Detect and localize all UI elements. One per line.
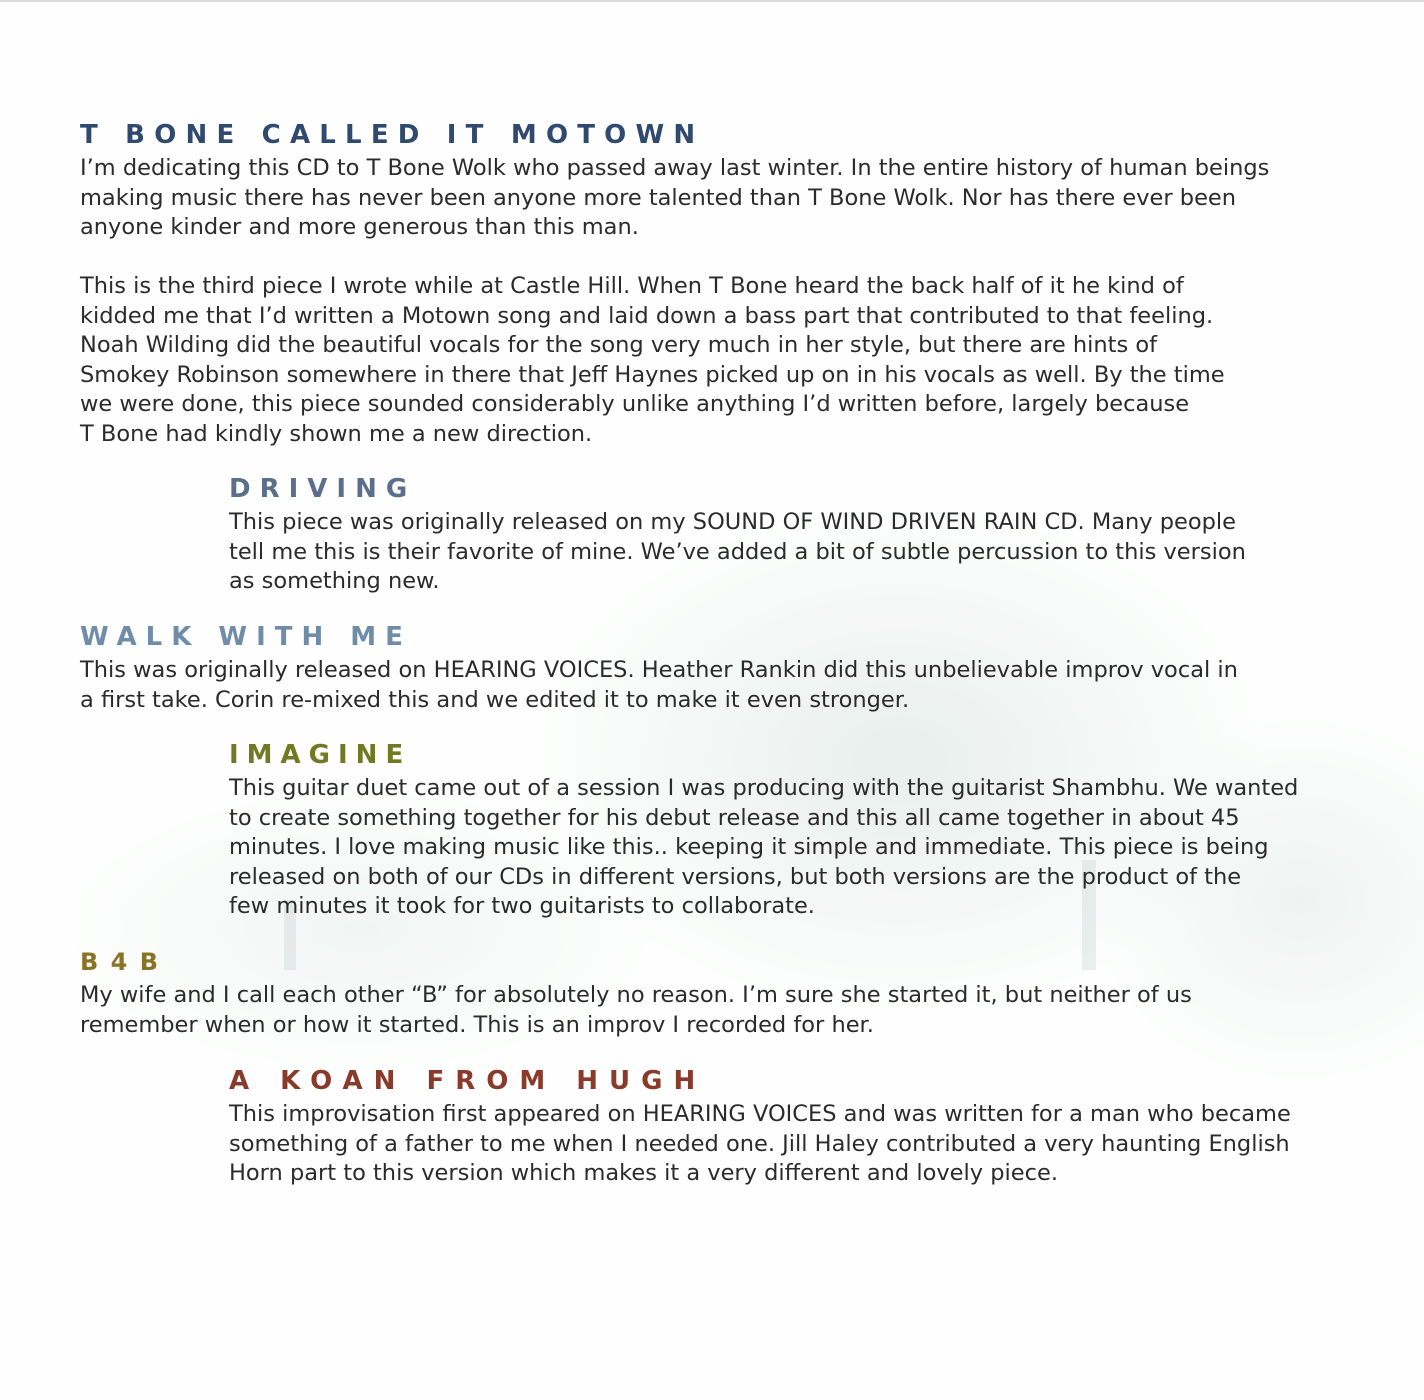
text-line: This is the third piece I wrote while at Castle Hill. When T Bone heard the back half of it he kind of [80,273,1184,299]
text-line: I’m dedicating this CD to T Bone Wolk who passed away last winter. In the entire history of human beings [80,155,1270,181]
section-imagine [229,740,1298,922]
text-line: Horn part to this version which makes it a very different and lovely piece. [229,1160,1058,1186]
text-line: This was originally released on HEARING VOICES. Heather Rankin did this unbelievable improv vocal in [80,657,1238,683]
text-line: we were done, this piece sounded considerably unlike anything I’d written before, largely because [80,391,1190,417]
section-driving [229,474,1246,597]
text-line: making music there has never been anyone more talented than T Bone Wolk. Nor has there ever been [80,184,1237,211]
text-line: anyone kinder and more generous than this man. [80,214,639,240]
section-b-4-b [80,947,1192,1040]
text-line: remember when or how it started. This is an improv I recorded for her. [80,1011,874,1038]
section-paragraph [229,774,1298,922]
text-line: This improvisation first appeared on HEARING VOICES and was written for a man who became [229,1101,1291,1127]
section-paragraph [80,656,1238,715]
section-t-bone-called-it-motown [80,120,1269,449]
text-line: few minutes it took for two guitarists to collaborate. [229,893,815,919]
text-line: Smokey Robinson somewhere in there that Jeff Haynes picked up on in his vocals as well. By the time [80,361,1225,388]
text-line: Noah Wilding did the beautiful vocals for the song very much in her style, but there are hints of [80,332,1158,358]
section-heading: WALK WITH ME [80,622,412,652]
section-paragraph [80,272,1269,449]
text-line: tell me this is their favorite of mine. We’ve added a bit of subtle percussion to this version [229,538,1246,565]
section-a-koan-from-hugh [229,1066,1291,1189]
text-line: My wife and I call each other “B” for absolutely no reason. I’m sure she started it, but neither of us [80,982,1192,1008]
text-line: This piece was originally released on my SOUND OF WIND DRIVEN RAIN CD. Many people [229,509,1237,535]
text-line: a first take. Corin re-mixed this and we edited it to make it even stronger. [80,686,910,713]
text-line: kidded me that I’d written a Motown song and laid down a bass part that contributed to that feeling. [80,302,1214,329]
text-line: as something new. [229,568,440,594]
text-line: to create something together for his debut release and this all came together in about 45 [229,804,1240,831]
text-line: This guitar duet came out of a session I was producing with the guitarist Shambhu. We wanted [229,775,1299,801]
section-paragraph [80,154,1269,243]
section-heading: A KOAN FROM HUGH [229,1066,707,1096]
top-edge-rule [0,0,1424,2]
text-line: something of a father to me when I needed one. Jill Haley contributed a very haunting English [229,1130,1290,1157]
section-heading: B 4 B [80,948,160,976]
text-line: T Bone had kindly shown me a new direction. [80,420,593,447]
section-paragraph [229,1100,1291,1189]
section-heading: DRIVING [229,474,417,504]
section-walk-with-me [80,622,1238,715]
section-paragraph [229,508,1246,597]
section-heading: IMAGINE [229,740,412,770]
text-line: minutes. I love making music like this.. keeping it simple and immediate. This piece is being [229,834,1269,860]
section-paragraph [80,981,1192,1040]
text-line: released on both of our CDs in different versions, but both versions are the product of the [229,863,1242,890]
section-heading: T BONE CALLED IT MOTOWN [80,120,705,150]
